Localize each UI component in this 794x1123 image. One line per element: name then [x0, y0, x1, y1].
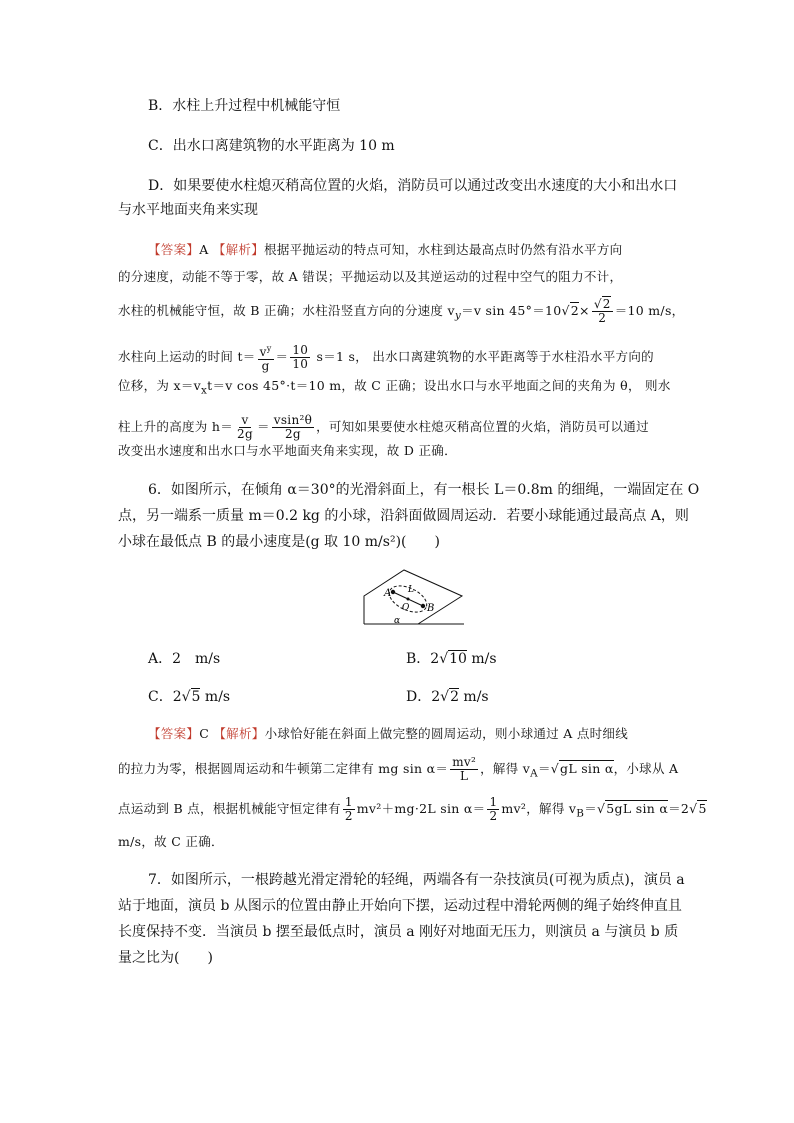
q5-option-d-line1: D．如果要使水柱熄灭稍高位置的火焰，消防员可以通过改变出水速度的大小和出水口 — [148, 178, 678, 194]
answer-value: C — [199, 726, 210, 741]
q6-analysis-line3: 点运动到 B 点，根据机械能守恒定律有 $\frac{1}{2}$ mv²＋mg·2L sin α＝ $\frac{1}{2}$ mv²，解得 $v_B=√5gL$ sin α＝2√5 — [118, 795, 707, 823]
q6-stem-line2: 点，另一端系一质量 m＝0.2 kg 的小球，沿斜面做圆周运动．若要小球能通过最高点 A，则 — [118, 508, 689, 524]
q5-option-b: B．水柱上升过程中机械能守恒 — [148, 98, 341, 114]
q6-analysis-line2: 的拉力为零，根据圆周运动和牛顿第二定律有 mg sin α＝ $\frac{\text{mv²}}{L}$ ，解得 $v_A=√gL$ sin α，小球从 A — [118, 755, 679, 783]
q7-stem-line1: 7．如图所示，一根跨越光滑定滑轮的轻绳，两端各有一杂技演员(可视为质点)，演员 a — [148, 872, 685, 888]
q6-option-c: C．2√5 m/s — [148, 689, 231, 705]
q7-stem-line2: 站于地面，演员 b 从图示的位置由静止开始向下摆，运动过程中滑轮两侧的绳子始终伸直且 — [118, 898, 682, 914]
q7-stem-line4: 量之比为( ) — [118, 950, 213, 966]
q6-option-d: D．2√2 m/s — [406, 689, 489, 705]
q5-analysis-line3: 水柱的机械能守恒，故 B 正确；水柱沿竖直方向的分速度 $v_y=v$ sin 45°＝10√2× $\frac{√2}{2}$ ＝10 m/s， — [118, 297, 685, 325]
q5-answer-line1 — [148, 240, 622, 260]
q5-analysis-line5: 位移，为 $x=v_xt=v$ cos 45°·t＝10 m，故 C 正确；设出水口与水平地面之间的夹角为 θ， 则水 — [118, 378, 671, 397]
label-l: L — [408, 585, 414, 595]
q5-option-d-line2: 与水平地面夹角来实现 — [118, 202, 258, 218]
q5-analysis-line7: 改变出水速度和出水口与水平地面夹角来实现，故 D 正确． — [118, 443, 457, 458]
q6-analysis-line4: m/s，故 C 正确． — [118, 834, 224, 849]
q6-answer-line1 — [148, 724, 628, 744]
analysis-tag: 【解析】 — [212, 242, 265, 257]
incline-figure — [360, 566, 470, 628]
label-b: B — [427, 603, 435, 614]
answer-value: A — [199, 242, 209, 257]
q7-stem-line3: 长度保持不变．当演员 b 摆至最低点时，演员 a 刚好对地面无压力，则演员 a 与演员 b 质 — [118, 924, 679, 940]
analysis-text: 小球恰好能在斜面上做完整的圆周运动，则小球通过 A 点时细线 — [264, 726, 629, 741]
q5-analysis-line2: 的分速度，动能不等于零，故 A 错误；平抛运动以及其逆运动的过程中空气的阻力不计， — [118, 269, 623, 284]
q5-analysis-line6: 柱上升的高度为 h＝ $\frac{v}{2g}$ ＝ $\frac{\text{vsin²θ}}{2g}$ ，可知如果要使水柱熄灭稍高位置的火焰，消防员可以通过 — [118, 413, 649, 441]
analysis-tag: 【解析】 — [213, 726, 265, 741]
answer-tag: 【答案】 — [148, 242, 200, 257]
label-alpha: α — [394, 616, 401, 626]
q6-option-a: A．2 m/s — [148, 651, 221, 667]
q5-option-c: C．出水口离建筑物的水平距离为 10 m — [148, 138, 395, 154]
analysis-text: 根据平抛运动的特点可知，水柱到达最高点时仍然有沿水平方向 — [264, 242, 623, 257]
label-o: O — [402, 603, 410, 613]
q6-stem-line1: 6．如图所示，在倾角 α＝30°的光滑斜面上，有一根长 L＝0.8m 的细绳，一端固定在 O — [148, 482, 700, 498]
q5-analysis-line4: 水柱向上运动的时间 t＝ $\frac{v^y}{g}$ ＝ $\frac{10}{10}$ s＝1 s， 出水口离建筑物的水平距离等于水柱沿水平方向的 — [118, 343, 654, 373]
q6-stem-line3: 小球在最低点 B 的最小速度是(g 取 10 m/s²)( ) — [118, 534, 440, 550]
answer-tag: 【答案】 — [148, 726, 200, 741]
q6-option-b: B．2√10 m/s — [406, 651, 497, 667]
label-a: A — [384, 588, 392, 599]
